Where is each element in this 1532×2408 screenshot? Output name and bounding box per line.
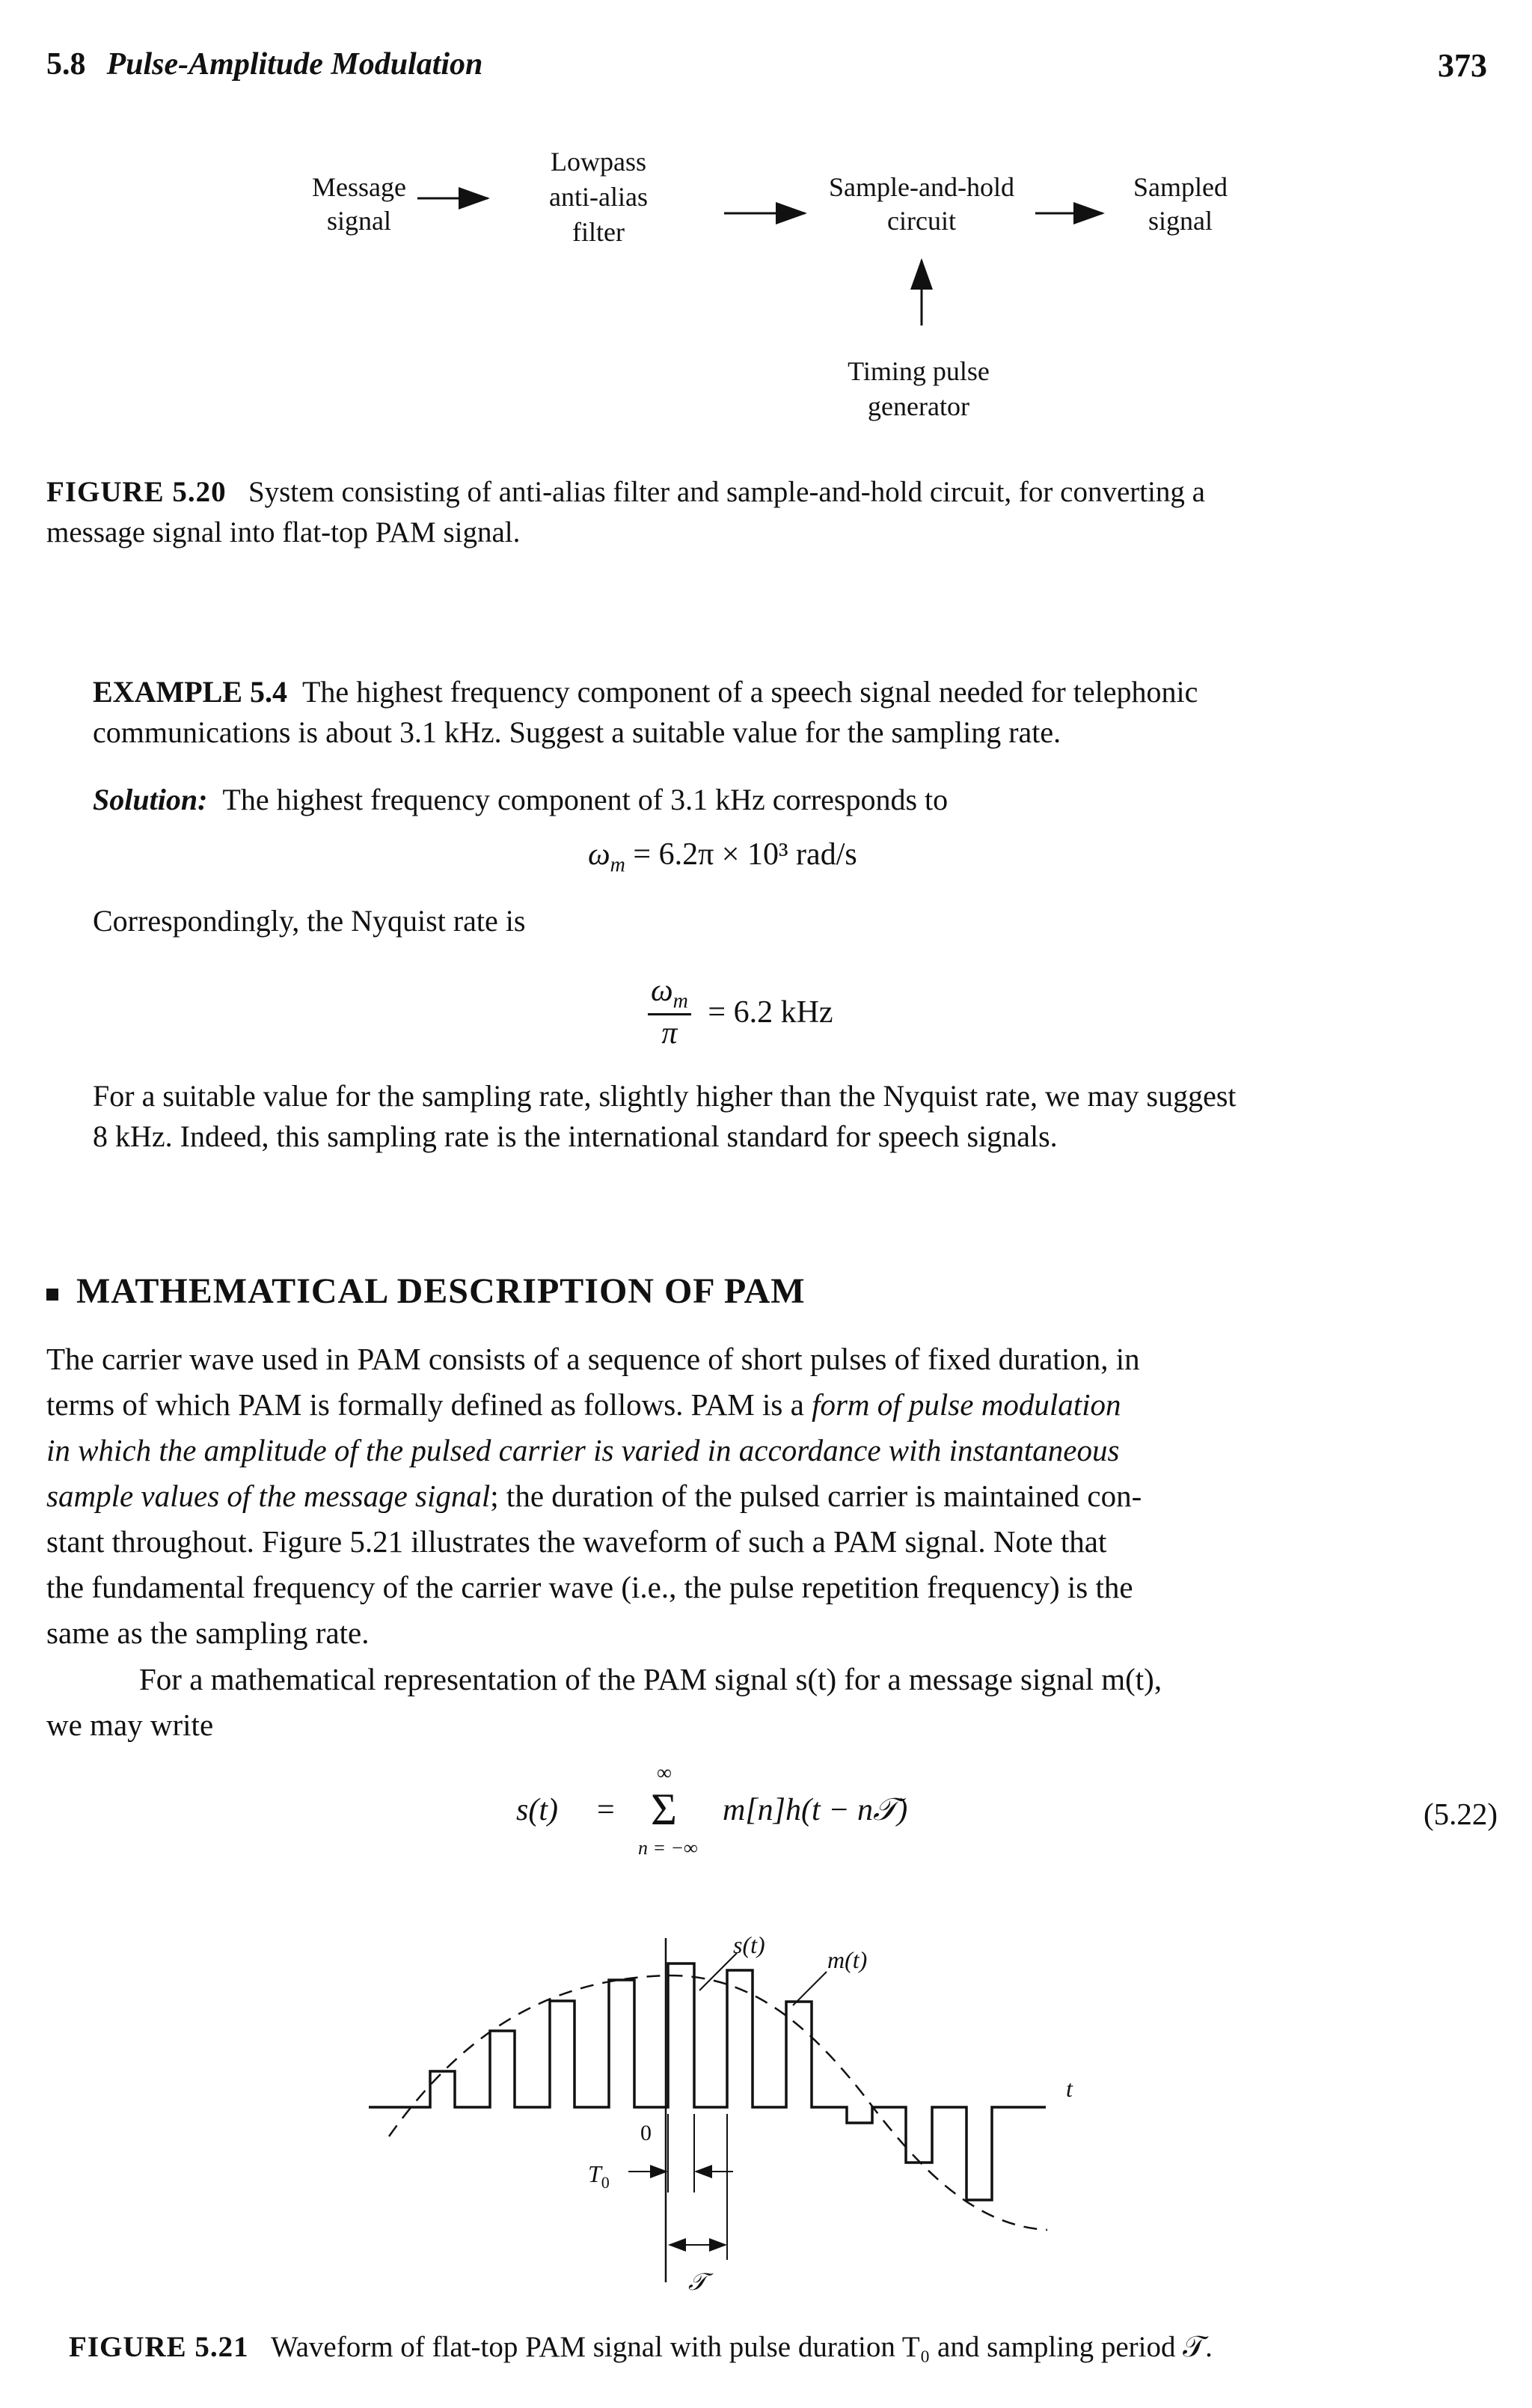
p1-line-7: same as the sampling rate. — [46, 1616, 370, 1650]
origin-label: 0 — [640, 2121, 652, 2145]
caption-text-1: System consisting of anti-alias filter and sample-and-hold circuit, for converting a — [248, 476, 1205, 508]
body-paragraph-1 — [46, 1336, 1498, 1656]
fraction-numerator: $\omega_m$ — [648, 973, 691, 1015]
body-paragraph-2 — [46, 1657, 1498, 1748]
p2-line-2: we may write — [46, 1708, 214, 1742]
figure-5-21-waveform — [359, 1931, 1197, 2320]
equation-nyquist-rhs: = 6.2 kHz — [708, 994, 833, 1030]
filter-label-1: Lowpass — [551, 147, 646, 177]
section-heading — [46, 1271, 806, 1312]
equation-number: (5.22) — [1423, 1797, 1498, 1831]
filter-label-2: anti-alias — [549, 182, 648, 212]
section-heading-text: MATHEMATICAL DESCRIPTION OF PAM — [76, 1271, 806, 1311]
timing-label-2: generator — [868, 391, 969, 421]
figure-label: FIGURE 5.20 — [46, 476, 227, 508]
m-label: m(t) — [827, 1946, 868, 1973]
caption-line-1 — [46, 472, 1490, 513]
timing-label-1: Timing pulse — [848, 356, 990, 386]
page-number: 373 — [1438, 47, 1487, 84]
example-label: EXAMPLE 5.4 — [93, 675, 287, 709]
t-axis-label: t — [1066, 2075, 1073, 2102]
sample-hold-label-1: Sample-and-hold — [829, 172, 1014, 202]
p1-line-4 — [46, 1473, 1498, 1519]
eq-equals: = — [597, 1793, 615, 1827]
figure-5-21-label: FIGURE 5.21 — [69, 2331, 249, 2363]
p2-line-1: For a mathematical representation of the PAM signal s(t) for a message signal m(t), — [139, 1662, 1162, 1696]
fraction — [648, 973, 691, 1051]
sum-lower: n = −∞ — [638, 1837, 698, 1859]
nyquist-intro: Correspondingly, the Nyquist rate is — [93, 904, 526, 938]
conclusion-2: 8 kHz. Indeed, this sampling rate is the international standard for speech signals. — [93, 1119, 1058, 1153]
p1-line-6: the fundamental frequency of the carrier wave (i.e., the pulse repetition frequency) is the — [46, 1570, 1133, 1604]
running-header — [46, 46, 482, 82]
figure-5-21-caption-text: Waveform of flat-top PAM signal with pulse duration T₀ and sampling period 𝒯. — [270, 2331, 1213, 2363]
p1-line-2a: terms of which PAM is formally defined as follows. PAM is a — [46, 1387, 812, 1422]
equation-omega-m — [588, 837, 857, 877]
s-label-leader — [699, 1953, 737, 1990]
figure-5-20-caption — [46, 472, 1490, 553]
section-title: Pulse-Amplitude Modulation — [106, 47, 483, 82]
sum-symbol: Σ — [651, 1785, 677, 1834]
sampled-signal-label-2: signal — [1148, 206, 1213, 236]
message-signal-label-1: Message — [312, 172, 406, 202]
bullet-icon — [46, 1289, 58, 1301]
conclusion-1: For a suitable value for the sampling rate, slightly higher than the Nyquist rate, we may suggest — [93, 1079, 1237, 1113]
p1-line-2 — [46, 1382, 1498, 1428]
s-label: s(t) — [733, 1931, 765, 1958]
fraction-denominator: π — [661, 1016, 678, 1051]
figure-5-20-diagram — [0, 112, 1532, 441]
sampled-signal-label-1: Sampled — [1133, 172, 1228, 202]
message-signal-label-2: signal — [327, 206, 391, 236]
figure-5-21-caption — [69, 2327, 1490, 2368]
section-number: 5.8 — [46, 47, 86, 82]
p1-line-2b: form of pulse modulation — [812, 1387, 1121, 1422]
example-line-1 — [93, 672, 1454, 712]
p1-line-5: stant throughout. Figure 5.21 illustrates the waveform of such a PAM signal. Note that — [46, 1524, 1107, 1559]
equation-5-22 — [516, 1758, 1040, 1863]
omega-m-symbol: $\omega_m$ — [588, 837, 625, 877]
solution-label: Solution: — [93, 783, 208, 816]
p1-line-3-text: in which the amplitude of the pulsed carrier is varied in accordance with instantaneous — [46, 1433, 1120, 1467]
equation-nyquist — [648, 973, 833, 1051]
t0-label: $T_0$ — [588, 2160, 610, 2192]
eq-summand: m[n]h(t − n𝒯) — [723, 1793, 908, 1827]
period-label: 𝒯 — [688, 2268, 707, 2295]
p1-line-1: The carrier wave used in PAM consists of a sequence of short pulses of fixed duration, in — [46, 1342, 1140, 1376]
sum-upper: ∞ — [657, 1761, 672, 1785]
example-problem — [93, 672, 1454, 753]
solution-intro — [93, 780, 1454, 820]
p1-line-4a: sample values of the message signal — [46, 1479, 491, 1513]
p1-line-3 — [46, 1428, 1498, 1473]
sample-hold-label-2: circuit — [887, 206, 956, 236]
filter-label-3: filter — [572, 217, 625, 247]
example-conclusion — [93, 1076, 1454, 1157]
example-problem-2: communications is about 3.1 kHz. Suggest a suitable value for the sampling rate. — [93, 715, 1061, 749]
p1-line-4b: ; the duration of the pulsed carrier is maintained con- — [490, 1479, 1142, 1513]
equation-omega-m-rhs: = 6.2π × 10³ rad/s — [633, 837, 857, 872]
caption-text-2: message signal into flat-top PAM signal. — [46, 516, 521, 548]
example-problem-1: The highest frequency component of a speech signal needed for telephonic — [302, 675, 1198, 709]
message-signal-curve — [389, 1975, 1047, 2230]
solution-intro-text: The highest frequency component of 3.1 kHz corresponds to — [222, 783, 949, 816]
pam-waveform — [369, 1964, 1046, 2200]
eq-lhs: s(t) — [516, 1793, 558, 1827]
